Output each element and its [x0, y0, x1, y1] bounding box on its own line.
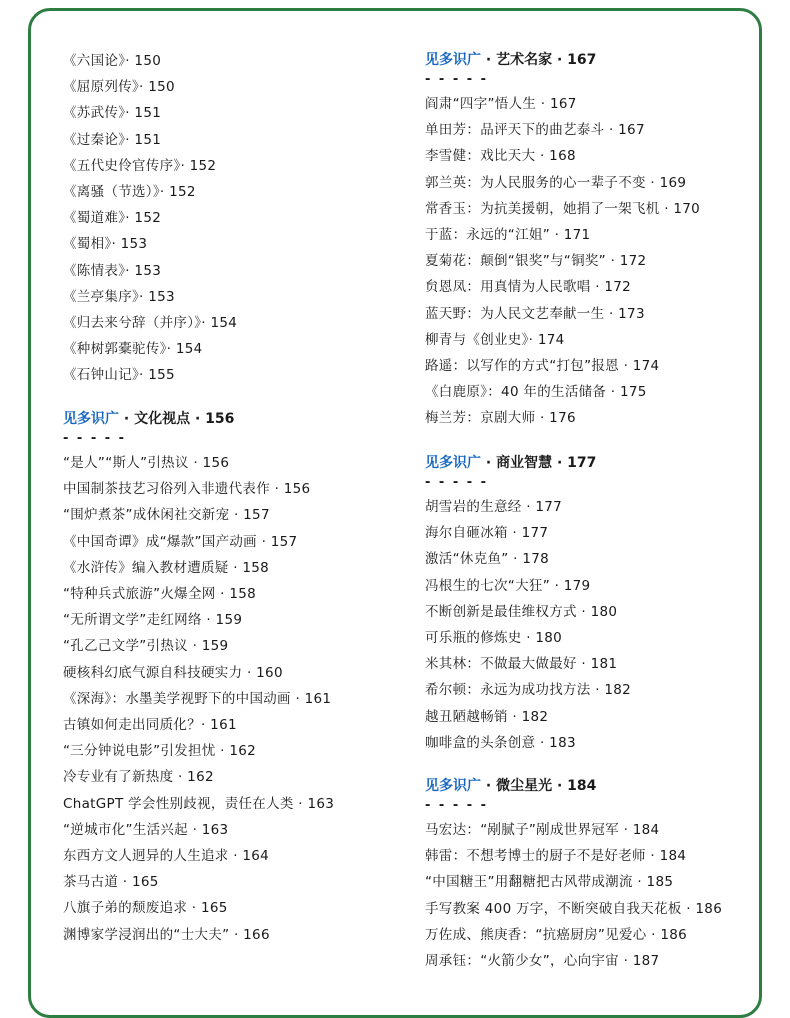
- toc-entry[interactable]: “逆城市化”生活兴起 · 163: [63, 821, 229, 838]
- toc-entry[interactable]: 《蜀道难》· 152: [63, 210, 162, 227]
- section-divider: - - - - -: [425, 475, 489, 490]
- toc-entry[interactable]: 硬核科幻底气源自科技硬实力 · 160: [63, 664, 283, 681]
- toc-entry[interactable]: 《过秦论》· 151: [63, 131, 162, 148]
- toc-entry[interactable]: 路遥：以写作的方式“打包”报恩 · 174: [425, 358, 660, 374]
- toc-entry[interactable]: 周承钰：“火箭少女”，心向宇宙 · 187: [425, 953, 660, 969]
- toc-entry[interactable]: 《水浒传》编入教材遭质疑 · 158: [63, 559, 270, 576]
- toc-entry[interactable]: 韩雷：不想考博士的厨子不是好老师 · 184: [425, 848, 687, 865]
- toc-entry[interactable]: 贠恩凤：用真情为人民歌唱 · 172: [425, 279, 632, 296]
- toc-entry[interactable]: 《蜀相》· 153: [63, 236, 148, 253]
- toc-entry[interactable]: 《白鹿原》：40 年的生活储备 · 175: [425, 384, 647, 401]
- toc-entry[interactable]: “三分钟说电影”引发担忧 · 162: [63, 743, 257, 760]
- toc-entry[interactable]: 冯根生的七次“大狂” · 179: [425, 577, 591, 594]
- section-keyword: 见多识广: [425, 455, 481, 471]
- toc-entry[interactable]: 茶马古道 · 165: [63, 874, 159, 891]
- toc-entry[interactable]: 《中国奇谭》成“爆款”国产动画 · 157: [63, 533, 298, 550]
- toc-entry[interactable]: 《苏武传》· 151: [63, 105, 162, 122]
- toc-entry[interactable]: 东西方文人迥异的人生追求 · 164: [63, 848, 270, 864]
- toc-entry[interactable]: 《深海》：水墨美学视野下的中国动画 · 161: [63, 690, 332, 707]
- toc-entry[interactable]: 蓝天野：为人民文艺奉献一生 · 173: [425, 305, 645, 322]
- toc-entry[interactable]: 希尔顿：永远为成功找方法 · 182: [425, 682, 632, 699]
- toc-entry[interactable]: 《陈情表》· 153: [63, 262, 162, 279]
- toc-entry[interactable]: 《六国论》· 150: [63, 53, 162, 69]
- toc-entry[interactable]: 中国制茶技艺习俗列入非遗代表作 · 156: [63, 481, 311, 498]
- section-keyword: 见多识广: [63, 411, 119, 427]
- toc-entry[interactable]: “围炉煮茶”成休闲社交新宠 · 157: [63, 507, 270, 524]
- toc-entry[interactable]: 《屈原列传》· 150: [63, 79, 175, 96]
- toc-entry[interactable]: 不断创新是最佳维权方式 · 180: [425, 603, 618, 620]
- toc-entry[interactable]: 《离骚（节选）》· 152: [63, 184, 196, 200]
- toc-entry[interactable]: 《五代史伶官传序》· 152: [63, 157, 217, 174]
- toc-entry[interactable]: “无所谓文学”走红网络 · 159: [63, 612, 243, 629]
- toc-entry[interactable]: 夏菊花：颠倒“银奖”与“铜奖” · 172: [425, 253, 647, 270]
- toc-entry[interactable]: 可乐瓶的修炼史 · 180: [425, 630, 563, 646]
- section-keyword: 见多识广: [425, 52, 481, 68]
- toc-entry[interactable]: 激活“休克鱼” · 178: [425, 551, 550, 568]
- section-title: · 商业智慧 · 177: [481, 455, 597, 471]
- toc-entry[interactable]: 《兰亭集序》· 153: [63, 288, 175, 305]
- toc-entry[interactable]: 八旗子弟的颓废追求 · 165: [63, 900, 228, 917]
- toc-entry[interactable]: 万佐成、熊庚香：“抗癌厨房”见爱心 · 186: [425, 926, 688, 943]
- toc-entry[interactable]: “中国糖王”用翻糖把古风带成潮流 · 185: [425, 874, 674, 891]
- toc-entry[interactable]: 《石钟山记》· 155: [63, 367, 175, 384]
- toc-entry[interactable]: 渊博家学浸润出的“士大夫” · 166: [63, 926, 270, 943]
- section-divider: - - - - -: [425, 72, 489, 87]
- toc-entry[interactable]: “是人”“斯人”引热议 · 156: [63, 455, 230, 471]
- section-title: · 艺术名家 · 167: [481, 52, 597, 68]
- section-divider: - - - - -: [425, 798, 489, 813]
- toc-entry[interactable]: 米其林：不做最大做最好 · 181: [425, 656, 618, 673]
- toc-entry[interactable]: 手写教案 400 万字，不断突破自我天花板 · 186: [425, 900, 723, 917]
- toc-entry[interactable]: 古镇如何走出同质化？· 161: [63, 717, 237, 733]
- toc-entry[interactable]: 郭兰英：为人民服务的心一辈子不变 · 169: [425, 174, 687, 191]
- toc-entry[interactable]: 梅兰芳：京剧大师 · 176: [425, 410, 576, 427]
- toc-entry[interactable]: 李雪健：戏比天大 · 168: [425, 148, 576, 165]
- toc-entry[interactable]: 单田芳：品评天下的曲艺泰斗 · 167: [425, 122, 645, 139]
- toc-entry[interactable]: 《种树郭橐驼传》· 154: [63, 341, 203, 358]
- section-title: · 文化视点 · 156: [119, 411, 235, 427]
- toc-entry[interactable]: 海尔自砸冰箱 · 177: [425, 525, 549, 542]
- section-heading-culture: [63, 409, 234, 429]
- toc-entry[interactable]: 常香玉：为抗美援朝，她捐了一架飞机 · 170: [425, 200, 701, 217]
- section-title: · 微尘星光 · 184: [481, 778, 597, 794]
- section-heading-artists: [425, 50, 596, 70]
- section-divider: - - - - -: [63, 431, 127, 446]
- toc-entry[interactable]: 阎肃“四字”悟人生 · 167: [425, 96, 577, 112]
- toc-entry[interactable]: “孔乙己文学”引热议 · 159: [63, 638, 229, 655]
- section-keyword: 见多识广: [425, 778, 481, 794]
- section-heading-stars: [425, 776, 596, 796]
- toc-entry[interactable]: 柳青与《创业史》· 174: [425, 331, 565, 348]
- section-heading-business: [425, 453, 596, 473]
- toc-entry[interactable]: “特种兵式旅游”火爆全网 · 158: [63, 586, 257, 602]
- toc-entry[interactable]: 于蓝：永远的“江姐” · 171: [425, 227, 591, 243]
- toc-entry[interactable]: ChatGPT 学会性别歧视，责任在人类 · 163: [63, 795, 335, 812]
- toc-entry[interactable]: 咖啡盒的头条创意 · 183: [425, 734, 576, 751]
- toc-entry[interactable]: 冷专业有了新热度 · 162: [63, 769, 214, 786]
- toc-entry[interactable]: 《归去来兮辞（并序）》· 154: [63, 315, 238, 331]
- toc-entry[interactable]: 胡雪岩的生意经 · 177: [425, 499, 563, 515]
- toc-entry[interactable]: 马宏达：“剐腻子”剐成世界冠军 · 184: [425, 822, 660, 838]
- toc-entry[interactable]: 越丑陋越畅销 · 182: [425, 708, 549, 725]
